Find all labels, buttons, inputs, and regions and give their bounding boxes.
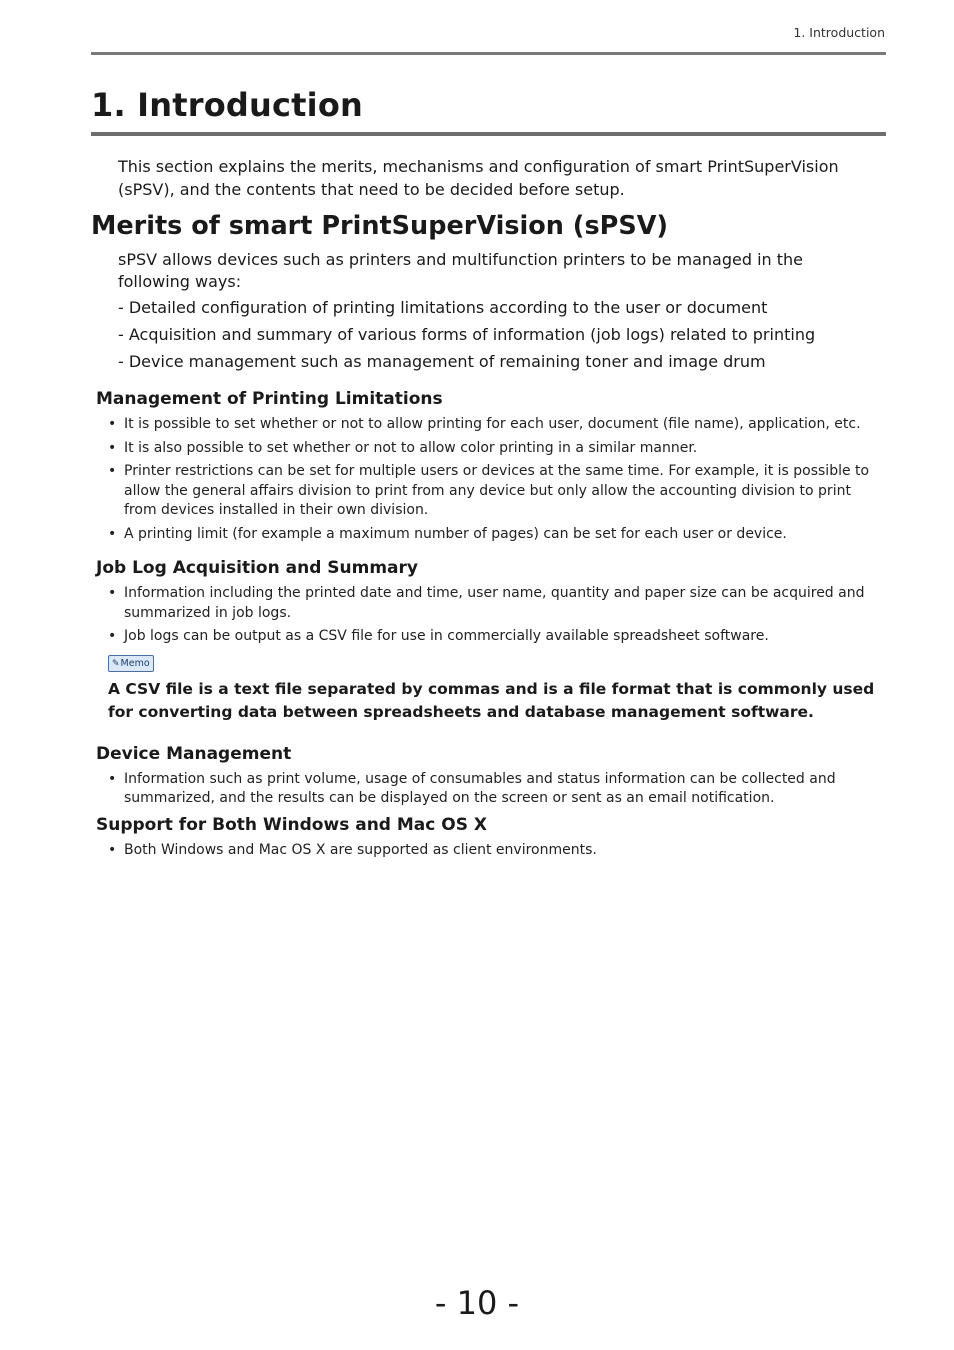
list-item	[108, 525, 886, 545]
list-item	[108, 584, 886, 623]
bullet-icon: •	[108, 439, 117, 456]
list-item	[108, 627, 886, 647]
bullet-icon: •	[108, 416, 117, 432]
chapter-title-rule	[91, 132, 886, 136]
bullet-icon: •	[108, 463, 117, 479]
chapter-title: 1. Introduction	[91, 86, 363, 124]
os-support-title: Support for Both Windows and Mac OS X	[96, 814, 487, 835]
job-log-title: Job Log Acquisition and Summary	[96, 558, 418, 578]
list-item-text: A printing limit (for example a maximum number of pages) can be set for each user or device.	[124, 525, 787, 542]
list-item-text: It is possible to set whether or not to allow printing for each user, document (file name), application, etc.	[124, 416, 861, 432]
list-item	[108, 770, 886, 809]
device-management-title: Device Management	[96, 743, 292, 764]
bullet-icon: •	[108, 628, 117, 644]
list-item-text: Information such as print volume, usage of consumables and status information can be collected and summarized, and the results can be displayed on the screen or sent as an email notification.	[124, 770, 836, 806]
page-number: - 10 -	[434, 1284, 520, 1322]
list-item-text: Job logs can be output as a CSV file for use in commercially available spreadsheet software.	[124, 628, 769, 644]
list-item-text: Printer restrictions can be set for multiple users or devices at the same time. For example, it is possible to allow the general affairs division to print from any device but only allow the accounting division to print from devices installed in their own division.	[124, 463, 870, 518]
merits-item: - Detailed configuration of printing limitations according to the user or document	[118, 298, 768, 317]
list-item	[108, 439, 886, 459]
merits-lead: sPSV allows devices such as printers and multifunction printers to be managed in the following ways:	[118, 250, 804, 291]
bullet-icon: •	[108, 525, 117, 542]
device-management-list	[91, 770, 886, 809]
page-content	[91, 155, 886, 864]
memo-badge	[108, 655, 154, 672]
running-header: 1. Introduction	[793, 25, 885, 40]
chapter-intro: This section explains the merits, mechanisms and configuration of smart PrintSuperVision (sPSV), and the contents that need to be decided before setup.	[118, 157, 839, 199]
list-item-text: It is also possible to set whether or not to allow color printing in a similar manner.	[124, 439, 698, 456]
os-support-list	[91, 841, 886, 861]
bullet-icon: •	[108, 585, 117, 601]
memo-text: A CSV file is a text file separated by commas and is a file format that is commonly used for converting data between spreadsheets and database management software.	[108, 679, 875, 721]
merits-section-title: Merits of smart PrintSuperVision (sPSV)	[91, 211, 669, 241]
list-item	[108, 841, 886, 861]
list-item-text: Information including the printed date and time, user name, quantity and paper size can be acquired and summarized in job logs.	[124, 585, 865, 621]
merits-item: - Acquisition and summary of various forms of information (job logs) related to printing	[118, 325, 816, 344]
job-log-list	[91, 584, 886, 647]
bullet-icon: •	[108, 770, 117, 787]
pencil-icon: ✎	[112, 658, 120, 669]
header-rule	[91, 52, 886, 55]
list-item	[108, 462, 886, 521]
list-item	[108, 415, 886, 435]
bullet-icon: •	[108, 841, 117, 858]
list-item-text: Both Windows and Mac OS X are supported as client environments.	[124, 841, 597, 858]
printing-limitations-title: Management of Printing Limitations	[96, 389, 443, 409]
merits-item: - Device management such as management of remaining toner and image drum	[118, 352, 766, 371]
printing-limitations-list	[91, 415, 886, 544]
memo-label: Memo	[120, 657, 150, 669]
